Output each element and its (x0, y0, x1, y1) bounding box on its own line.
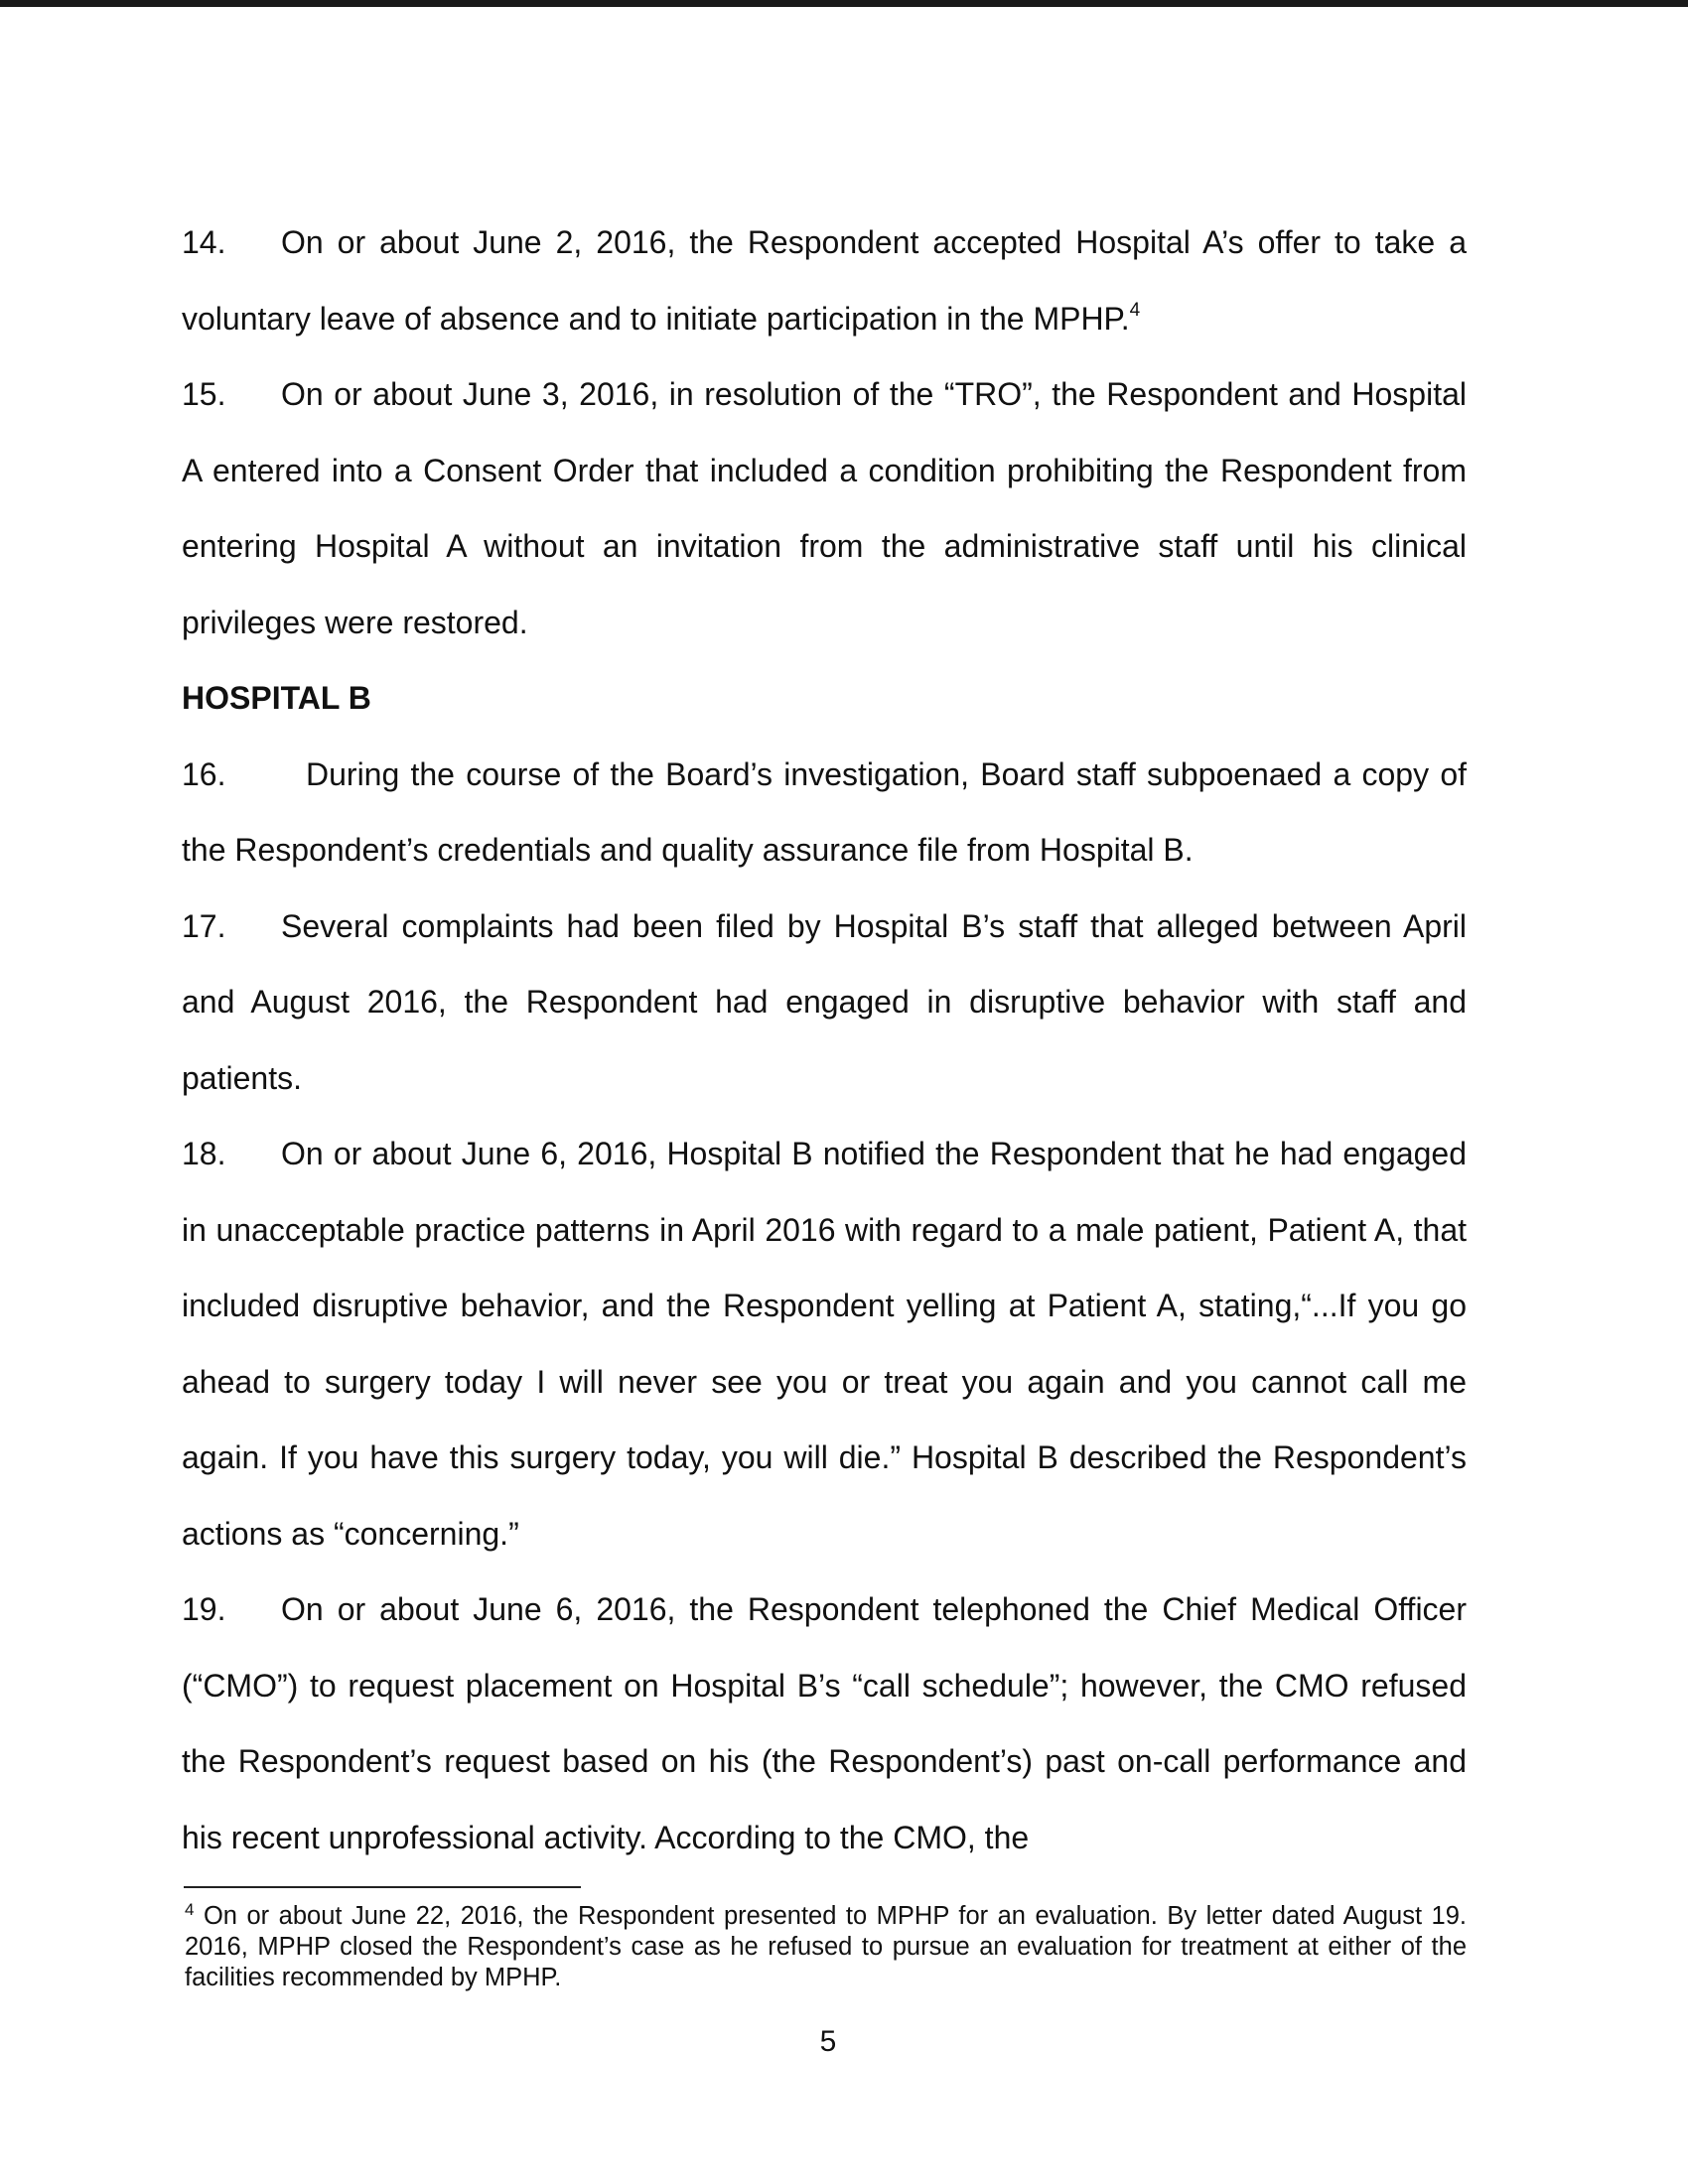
footnote-separator (184, 1886, 581, 1888)
paragraph-text: On or about June 2, 2016, the Respondent accepted Hospital A’s offer to take a voluntary leave of absence and to initiate participation in the MPHP. (182, 224, 1467, 337)
footnote-reference: 4 (1129, 299, 1141, 321)
footnote-text: On or about June 22, 2016, the Respondent presented to MPHP for an evaluation. By letter dated August 19. 2016, MPHP closed the Respondent’s case as he refused to pursue an evaluation for treatment at either of the facilities recommended by MPHP. (185, 1902, 1467, 1991)
paragraph-text: On or about June 6, 2016, the Respondent telephoned the Chief Medical Officer (“CMO”) to request placement on Hospital B’s “call schedule”; however, the CMO refused the Respondent’s request based on his (the Respondent’s) past on-call performance and his recent unprofessional activity. According to the CMO, the (182, 1591, 1467, 1855)
top-scan-border (0, 0, 1688, 7)
paragraph-14 (182, 205, 1467, 356)
paragraph-number: 14. (182, 224, 226, 260)
paragraph-number: 15. (182, 376, 226, 412)
paragraph-18 (182, 1116, 1467, 1571)
page-number: 5 (819, 2025, 837, 2058)
document-body (182, 205, 1467, 1875)
paragraph-number: 19. (182, 1591, 226, 1627)
section-heading: HOSPITAL B (182, 680, 371, 716)
footnote (185, 1901, 1467, 1993)
paragraph-17 (182, 888, 1467, 1117)
footnote-marker: 4 (185, 1900, 195, 1919)
paragraph-text: During the course of the Board’s investigation, Board staff subpoenaed a copy of the Respondent’s credentials and quality assurance file from Hospital B. (182, 755, 1467, 868)
paragraph-16 (182, 737, 1467, 888)
paragraph-19 (182, 1571, 1467, 1875)
paragraph-text: Several complaints had been filed by Hospital B’s staff that alleged between April and August 2016, the Respondent had engaged in disruptive behavior with staff and patients. (182, 907, 1467, 1096)
paragraph-text: On or about June 3, 2016, in resolution of the “TRO”, the Respondent and Hospital A entered into a Consent Order that included a condition prohibiting the Respondent from entering Hospital A without an invitation from the administrative staff until his clinical privileges were restored. (182, 376, 1467, 640)
paragraph-number: 18. (182, 1136, 226, 1171)
paragraph-text: On or about June 6, 2016, Hospital B notified the Respondent that he had engaged in unacceptable practice patterns in April 2016 with regard to a male patient, Patient A, that included disruptive behavior, and the Respondent yelling at Patient A, stating,“...If you go ahead to surgery today I will never see you or treat you again and you cannot call me again. If you have this surgery today, you will die.” Hospital B described the Respondent’s actions as “concerning.” (182, 1136, 1467, 1552)
paragraph-15 (182, 356, 1467, 660)
paragraph-number: 16. (182, 755, 226, 792)
paragraph-number: 17. (182, 907, 226, 944)
